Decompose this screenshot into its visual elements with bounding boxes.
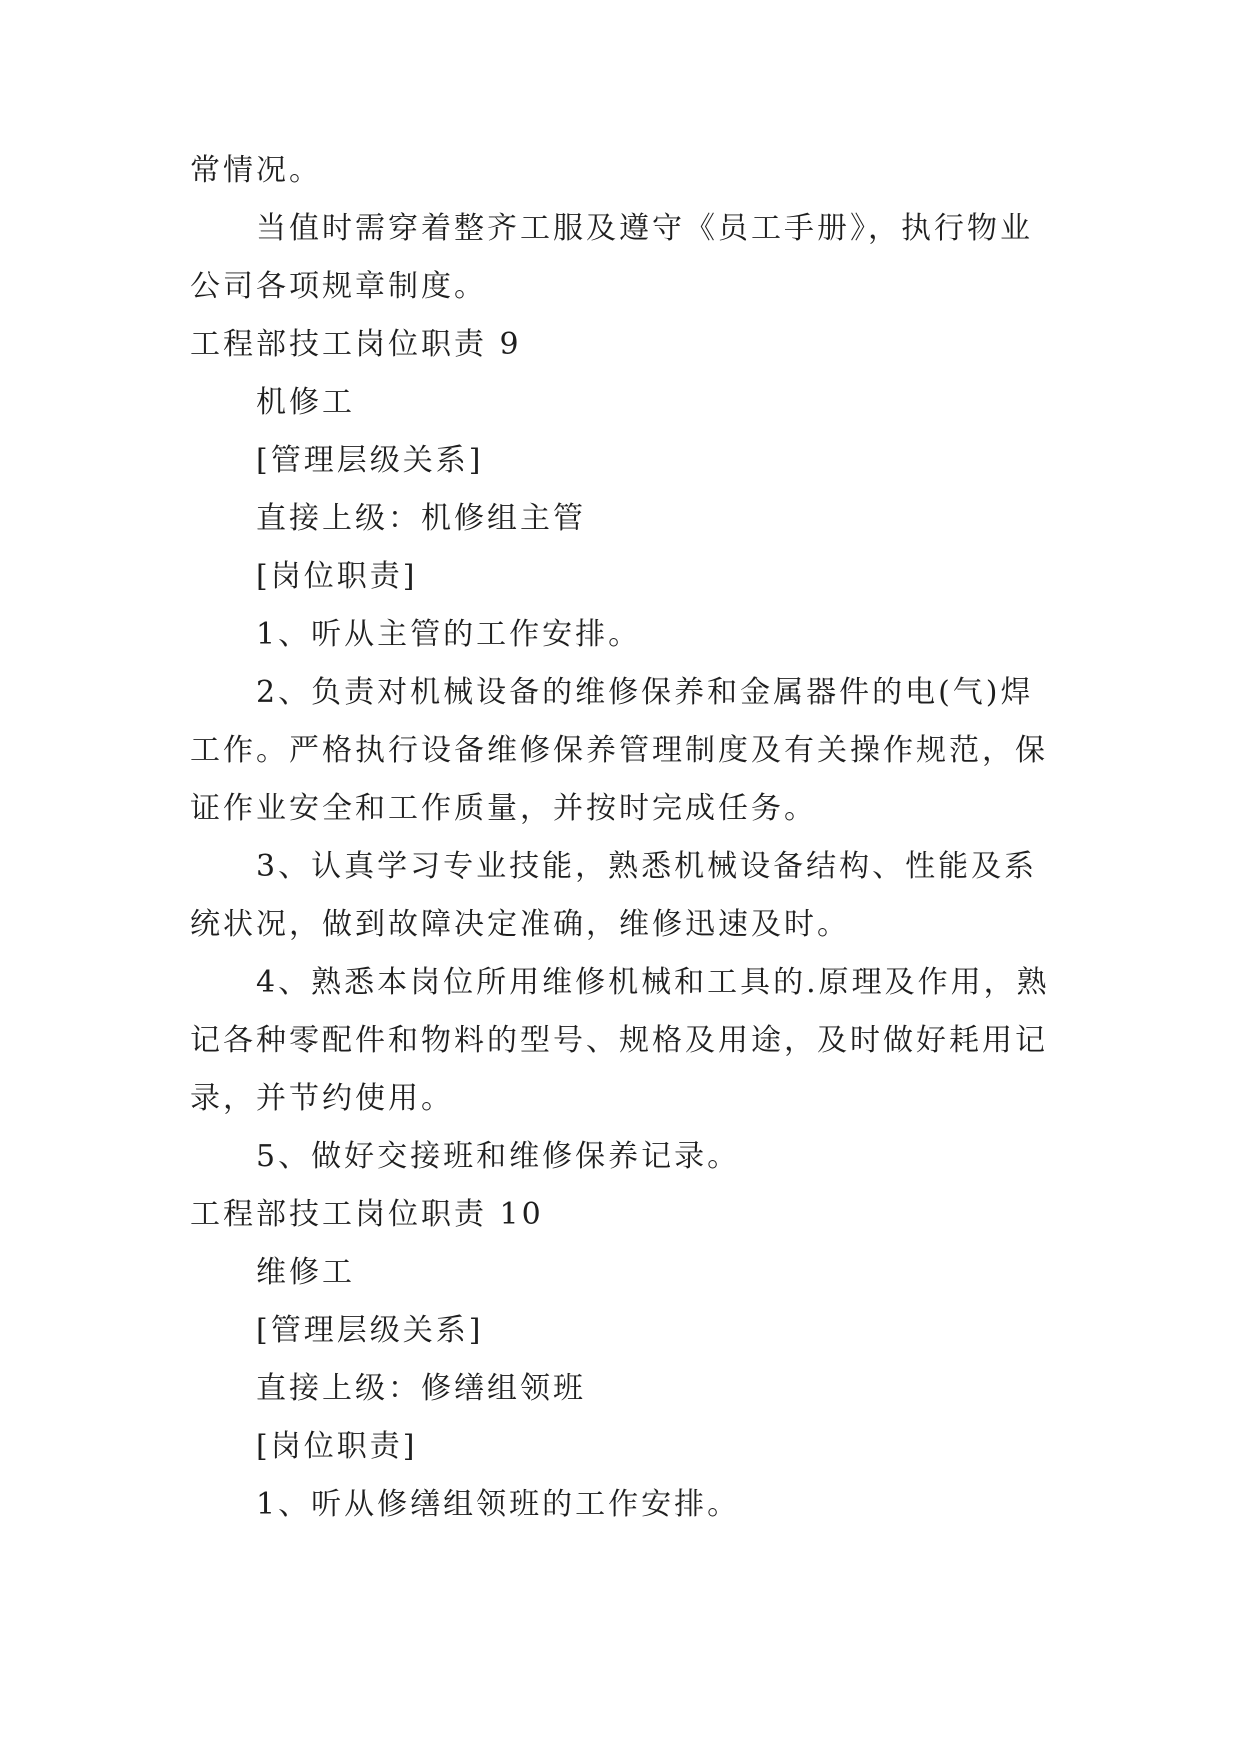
text-line: 当值时需穿着整齐工服及遵守《员工手册》，执行物业 (256, 211, 1033, 246)
list-item: 2、负责对机械设备的维修保养和金属器件的电(气)焊 (256, 675, 1034, 710)
text-line: 工作。严格执行设备维修保养管理制度及有关操作规范，保 (190, 733, 1048, 768)
list-item: 5、做好交接班和维修保养记录。 (256, 1139, 741, 1174)
section-heading: 工程部技工岗位职责 9 (190, 327, 522, 362)
job-title: 维修工 (256, 1255, 355, 1290)
text-line: 证作业安全和工作质量，并按时完成任务。 (190, 791, 817, 826)
list-item: 1、听从修缮组领班的工作安排。 (256, 1487, 741, 1522)
text-line: 公司各项规章制度。 (190, 269, 487, 304)
list-item: 4、熟悉本岗位所用维修机械和工具的.原理及作用，熟 (256, 965, 1050, 1000)
subsection-label: [管理层级关系] (256, 1313, 484, 1348)
text-line: 直接上级：机修组主管 (256, 501, 586, 536)
list-item: 1、听从主管的工作安排。 (256, 617, 642, 652)
job-title: 机修工 (256, 385, 355, 420)
subsection-label: [岗位职责] (256, 1429, 418, 1464)
text-line: 记各种零配件和物料的型号、规格及用途，及时做好耗用记 (190, 1023, 1048, 1058)
subsection-label: [岗位职责] (256, 559, 418, 594)
section-heading: 工程部技工岗位职责 10 (190, 1197, 544, 1232)
list-item: 3、认真学习专业技能，熟悉机械设备结构、性能及系 (256, 849, 1038, 884)
text-line: 录，并节约使用。 (190, 1081, 454, 1116)
text-line: 直接上级：修缮组领班 (256, 1371, 586, 1406)
text-line: 统状况，做到故障决定准确，维修迅速及时。 (190, 907, 850, 942)
document-body (190, 153, 1060, 1548)
text-line: 常情况。 (190, 153, 322, 188)
subsection-label: [管理层级关系] (256, 443, 484, 478)
